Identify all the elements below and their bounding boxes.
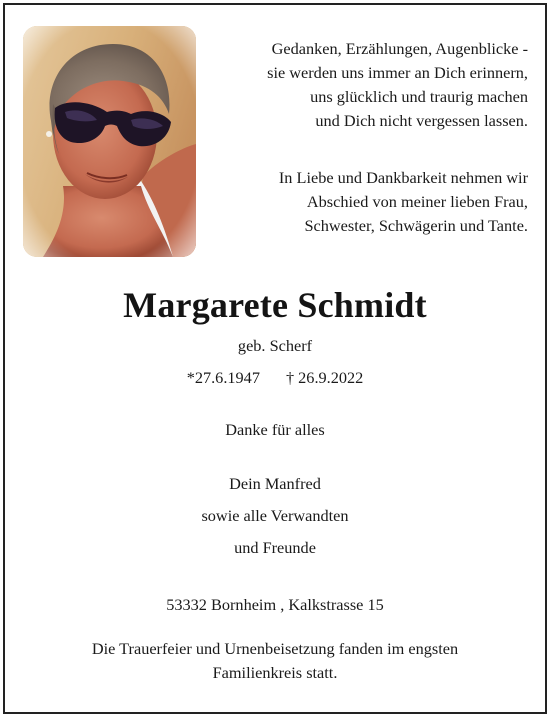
deceased-name: Margarete Schmidt (123, 285, 427, 325)
signer-line: sowie alle Verwandten (201, 506, 349, 525)
portrait-photo (23, 26, 196, 257)
maiden-name: geb. Scherf (237, 336, 313, 355)
farewell-text (208, 166, 528, 238)
poem-line: uns glücklich und traurig machen (310, 87, 528, 106)
thanks-text: Danke für alles (225, 420, 325, 439)
poem-line: sie werden uns immer an Dich erinnern, (267, 63, 528, 82)
address: 53332 Bornheim , Kalkstrasse 15 (166, 595, 384, 614)
memorial-poem (208, 37, 528, 133)
notice-line: Familienkreis statt. (212, 663, 338, 682)
birth-date: *27.6.1947 (186, 368, 260, 387)
signer-line: und Freunde (234, 538, 316, 557)
signers-list (0, 468, 550, 564)
life-dates (0, 368, 550, 388)
notice-line: Die Trauerfeier und Urnenbeisetzung fanden im engsten (91, 639, 459, 658)
farewell-line: In Liebe und Dankbarkeit nehmen wir (278, 168, 528, 187)
farewell-line: Abschied von meiner lieben Frau, (306, 192, 528, 211)
death-date: † 26.9.2022 (285, 368, 364, 387)
poem-line: und Dich nicht vergessen lassen. (315, 111, 528, 130)
poem-line: Gedanken, Erzählungen, Augenblicke - (271, 39, 528, 58)
ceremony-notice (0, 637, 550, 685)
signer-line: Dein Manfred (229, 474, 321, 493)
farewell-line: Schwester, Schwägerin und Tante. (304, 216, 528, 235)
